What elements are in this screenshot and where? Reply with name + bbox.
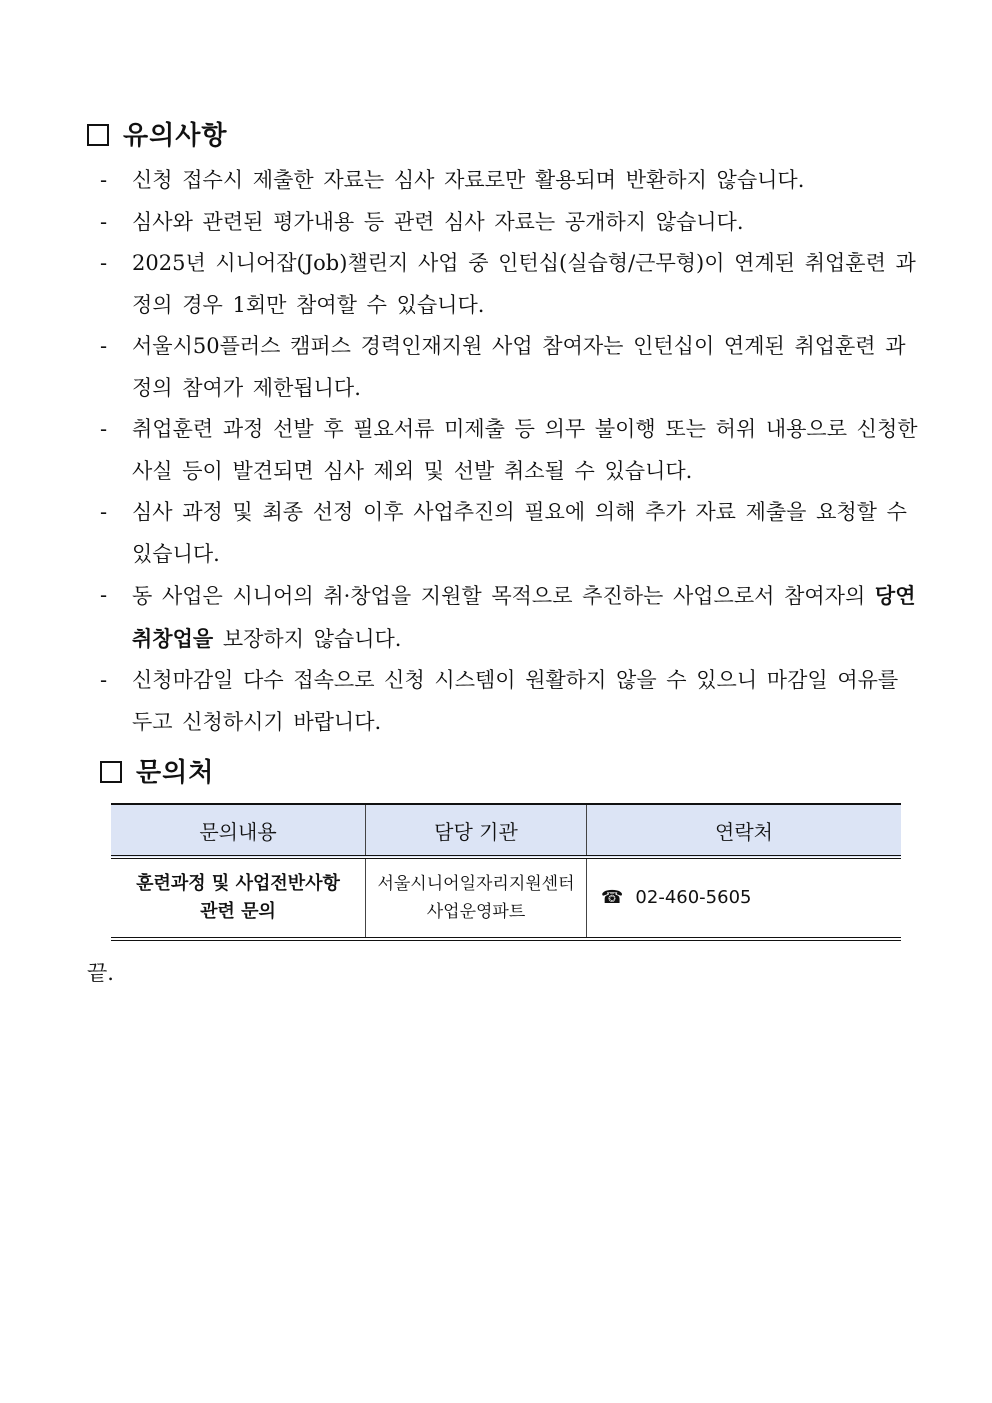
dash-bullet: - xyxy=(100,209,108,234)
phone-number: 02-460-5605 xyxy=(635,887,752,908)
notice-item xyxy=(100,492,920,575)
square-bullet-icon xyxy=(100,761,122,783)
notice-item xyxy=(100,660,920,743)
notices-heading xyxy=(87,115,227,152)
telephone-icon: ☎ xyxy=(601,887,624,908)
dash-bullet: - xyxy=(100,583,108,607)
dash-bullet: - xyxy=(100,251,108,275)
contact-table xyxy=(111,803,901,941)
square-bullet-icon xyxy=(87,124,109,146)
dash-bullet: - xyxy=(100,168,108,192)
dash-bullet: - xyxy=(100,417,108,441)
notice-item xyxy=(100,160,920,202)
notice-emphasis: 당연 취창업을 xyxy=(132,583,916,651)
notice-text: 심사와 관련된 평가내용 등 관련 심사 자료는 공개하지 않습니다. xyxy=(132,209,744,234)
dash-bullet: - xyxy=(100,668,108,692)
contact-heading xyxy=(100,752,214,789)
topic-cell xyxy=(111,857,366,939)
agency-line: 서울시니어일자리지원센터 xyxy=(377,874,575,894)
notice-text: 서울시50플러스 캠퍼스 경력인재지원 사업 참여자는 인턴십이 연계된 취업훈련 과정의 참여가 제한됩니다. xyxy=(132,334,906,400)
notice-text: 2025년 시니어잡(Job)챌린지 사업 중 인턴십(실습형/근무형)이 연계된 취업훈련 과정의 경우 1회만 참여할 수 있습니다. xyxy=(132,251,916,317)
notice-text: 신청마감일 다수 접속으로 신청 시스템이 원활하지 않을 수 있으니 마감일 여유를 두고 신청하시기 바랍니다. xyxy=(132,668,899,734)
notice-text: 신청 접수시 제출한 자료는 심사 자료로만 활용되며 반환하지 않습니다. xyxy=(132,168,805,192)
notices-title: 유의사항 xyxy=(123,121,228,151)
phone-cell xyxy=(587,857,902,939)
notice-item xyxy=(100,202,920,244)
agency-line: 사업운영파트 xyxy=(426,902,526,922)
notices-list xyxy=(100,160,920,743)
agency-cell xyxy=(366,857,587,939)
column-header-topic: 문의내용 xyxy=(111,804,366,857)
notice-text-part: 보장하지 않습니다. xyxy=(213,626,402,651)
notice-item xyxy=(100,243,920,326)
notice-text: 취업훈련 과정 선발 후 필요서류 미제출 등 의무 불이행 또는 허위 내용으로 신청한 사실 등이 발견되면 심사 제외 및 선발 취소될 수 있습니다. xyxy=(132,417,918,483)
dash-bullet: - xyxy=(100,334,108,358)
table-row xyxy=(111,857,901,939)
notice-item xyxy=(100,326,920,409)
topic-line: 훈련과정 및 사업전반사항 xyxy=(136,873,340,894)
table-header-row xyxy=(111,804,901,857)
contact-title: 문의처 xyxy=(136,758,215,788)
end-mark: 끝. xyxy=(87,961,114,985)
column-header-agency: 담당 기관 xyxy=(366,804,587,857)
dash-bullet: - xyxy=(100,500,108,524)
column-header-phone: 연락처 xyxy=(587,804,902,857)
notice-text xyxy=(132,575,920,660)
topic-line: 관련 문의 xyxy=(200,901,276,922)
notice-item xyxy=(100,575,920,660)
notice-text: 심사 과정 및 최종 선정 이후 사업추진의 필요에 의해 추가 자료 제출을 요청할 수 있습니다. xyxy=(132,500,907,566)
notice-text-part: 동 사업은 시니어의 취·창업을 지원할 목적으로 추진하는 사업으로서 참여자의 xyxy=(132,584,875,608)
notice-item xyxy=(100,409,920,492)
